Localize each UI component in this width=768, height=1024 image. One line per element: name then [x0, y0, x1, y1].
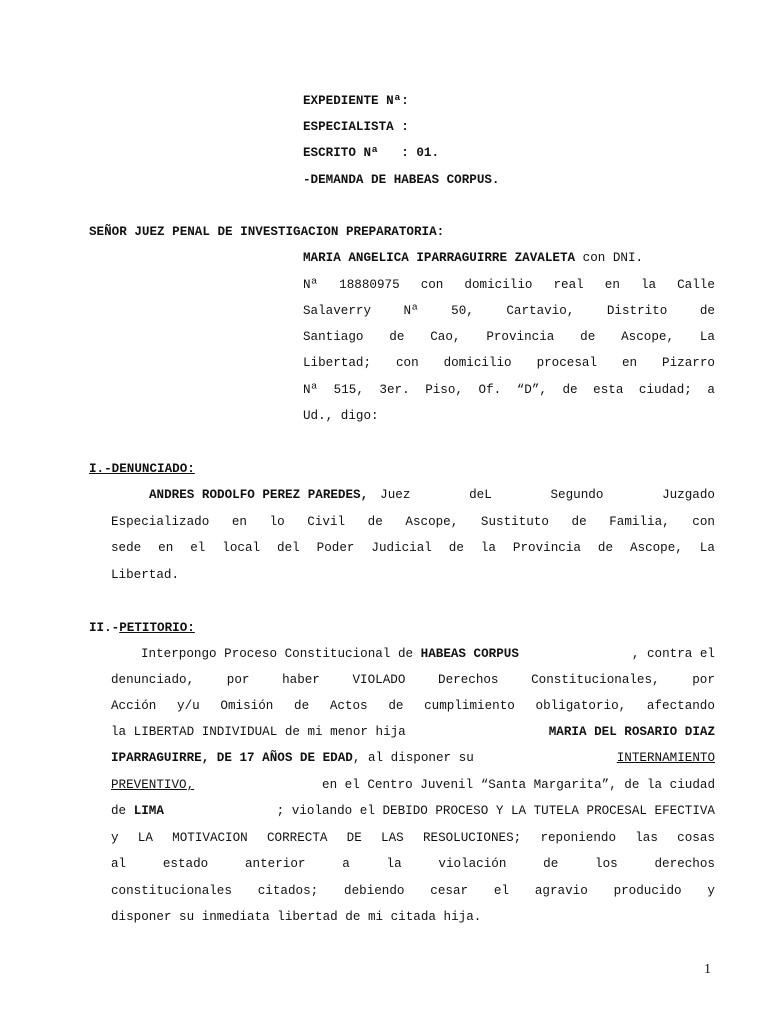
word: procesal [536, 356, 598, 370]
word: Judicial [371, 541, 432, 555]
word: 3er. [379, 383, 410, 397]
word: de [448, 541, 464, 555]
section-1-line-1 [149, 487, 715, 503]
word: Ascope, [405, 515, 459, 529]
word: constitucionales [111, 884, 232, 898]
word: de [294, 699, 310, 713]
word: Juez [380, 488, 411, 502]
word: y [111, 831, 119, 845]
asunto-label: -DEMANDA DE HABEAS CORPUS. [303, 173, 500, 187]
word: de [388, 699, 404, 713]
intro-line-7: Ud., digo: [303, 409, 379, 423]
plaintiff-name: MARIA ANGELICA IPARRAGUIRRE ZAVALETA [303, 251, 576, 265]
word: Acción [111, 699, 157, 713]
word: local [222, 541, 261, 555]
section-2-line-9 [111, 856, 715, 872]
word: Derechos [438, 673, 499, 687]
word: derechos [654, 857, 715, 871]
word: Civil [307, 515, 346, 529]
section-2-line-4: la LIBERTAD INDIVIDUAL de mi menor hija MARIA DEL ROSARIO DIAZ [111, 725, 715, 739]
intro-line-3 [303, 303, 715, 319]
word: estado [162, 857, 209, 871]
intro-line-6 [303, 382, 715, 398]
word: Cao, [430, 330, 461, 344]
word: Libertad; [303, 356, 372, 370]
word: Familia, [609, 515, 670, 529]
escrito-label: ESCRITO Nª : 01. [303, 146, 440, 160]
word: obligatorio, [535, 699, 627, 713]
word: en [231, 515, 247, 529]
section-1-heading: I.-DENUNCIADO: [89, 462, 195, 476]
word: Distrito [606, 304, 668, 318]
word: de [389, 330, 405, 344]
intro-line-1: MARIA ANGELICA IPARRAGUIRRE ZAVALETA con DNI. [303, 251, 644, 265]
word: lo [269, 515, 285, 529]
word: Salaverry [303, 304, 372, 318]
word: real [553, 278, 584, 292]
word: agravio [534, 884, 588, 898]
word: Nª [303, 383, 319, 397]
section-2-line-3 [111, 698, 715, 714]
section-2-heading: II.-PETITORIO: [89, 621, 195, 635]
word: denunciado, [111, 673, 195, 687]
section-2-line-7: de LIMA ; violando el DEBIDO PROCESO Y LA TUTELA PROCESAL EFECTIVA [111, 804, 715, 818]
defendant-name: ANDRES RODOLFO PEREZ PAREDES, [149, 488, 369, 502]
word: DE [346, 831, 362, 845]
section-2-line-8 [111, 830, 715, 846]
word: de [571, 515, 587, 529]
word: 18880975 [339, 278, 400, 292]
word: Santiago [303, 330, 364, 344]
word: violación [438, 857, 507, 871]
section-2-line-10 [111, 883, 715, 899]
section-2-line-2 [111, 672, 715, 688]
word: de [562, 383, 578, 397]
intro-line-4 [303, 329, 715, 345]
section-2-line-5: IPARRAGUIRRE, DE 17 AÑOS DE EDAD , al disponer su INTERNAMIENTO [111, 751, 715, 765]
word: la [480, 541, 496, 555]
word: sede [111, 541, 142, 555]
word: Ascope, [629, 541, 683, 555]
word: en [621, 356, 638, 370]
word: RESOLUCIONES; [422, 831, 522, 845]
word: las [635, 831, 658, 845]
word: en [158, 541, 174, 555]
word: esta [593, 383, 624, 397]
word: La [699, 541, 715, 555]
word: domicilio [464, 278, 533, 292]
word: LAS [381, 831, 404, 845]
word: MOTIVACION [172, 831, 248, 845]
word: por [226, 673, 250, 687]
word: Provincia [512, 541, 581, 555]
word: 515, [333, 383, 364, 397]
word: de [597, 541, 614, 555]
word: producido [613, 884, 682, 898]
word: deL [469, 488, 492, 502]
page-number: 1 [704, 962, 711, 977]
word: LA [137, 831, 153, 845]
word: cumplimiento [424, 699, 515, 713]
word: a [707, 383, 715, 397]
word: Omisión [220, 699, 274, 713]
word: anterior [244, 857, 306, 871]
word: de [699, 304, 715, 318]
word: ciudad; [638, 383, 692, 397]
word: Pizarro [662, 356, 715, 370]
word: los [595, 857, 618, 871]
word: reponiendo [540, 831, 617, 845]
word: de [580, 330, 596, 344]
word: de [367, 515, 383, 529]
word: Piso, [425, 383, 463, 397]
word: VIOLADO [352, 673, 406, 687]
word: Provincia [486, 330, 555, 344]
word: la [386, 857, 402, 871]
word: Ascope, [621, 330, 675, 344]
word: Segundo [550, 488, 604, 502]
word: 50, [451, 304, 474, 318]
especialista-label: ESPECIALISTA : [303, 120, 409, 134]
word: Poder [316, 541, 355, 555]
intro-line-2 [303, 277, 715, 293]
expediente-label: EXPEDIENTE Nª: [303, 94, 409, 108]
word: Nª [303, 278, 319, 292]
intro-line-5 [303, 355, 715, 371]
word: al [111, 857, 127, 871]
word: con [420, 278, 444, 292]
section-2-line-11: disponer su inmediata libertad de mi citada hija. [111, 910, 482, 924]
word: del [277, 541, 300, 555]
word: debiendo [344, 884, 405, 898]
word: el [493, 884, 510, 898]
word: en [604, 278, 620, 292]
addressee-line: SEÑOR JUEZ PENAL DE INVESTIGACION PREPARATORIA: [89, 225, 445, 239]
word: haber [282, 673, 320, 687]
word: Calle [677, 278, 715, 292]
word: la [640, 278, 657, 292]
word: CORRECTA [266, 831, 328, 845]
word: cesar [430, 884, 469, 898]
section-1-line-4: Libertad. [111, 568, 180, 582]
word: Cartavio, [506, 304, 575, 318]
word: y/u [177, 699, 200, 713]
word: el [190, 541, 206, 555]
word: Sustituto [480, 515, 549, 529]
word: con [395, 356, 419, 370]
section-1-line-3 [111, 540, 715, 556]
word: Especializado [111, 515, 210, 529]
word: de [543, 857, 559, 871]
word: con [692, 515, 715, 529]
word: Juzgado [662, 488, 715, 502]
word: domicilio [443, 356, 512, 370]
section-1-line-2 [111, 514, 715, 530]
word: cosas [677, 831, 715, 845]
word: La [699, 330, 715, 344]
word: y [707, 884, 715, 898]
word: Nª [403, 304, 419, 318]
word: por [692, 673, 715, 687]
word: Constitucionales, [531, 673, 660, 687]
word: afectando [646, 699, 715, 713]
word: Of. [478, 383, 502, 397]
word: Actos [329, 699, 368, 713]
word: a [342, 857, 350, 871]
section-2-line-1: Interpongo Proceso Constitucional de HABEAS CORPUS , contra el [141, 647, 715, 661]
word: “D”, [516, 383, 547, 397]
section-2-line-6: PREVENTIVO, en el Centro Juvenil “Santa Margarita”, de la ciudad [111, 778, 715, 792]
word: citados; [257, 884, 319, 898]
